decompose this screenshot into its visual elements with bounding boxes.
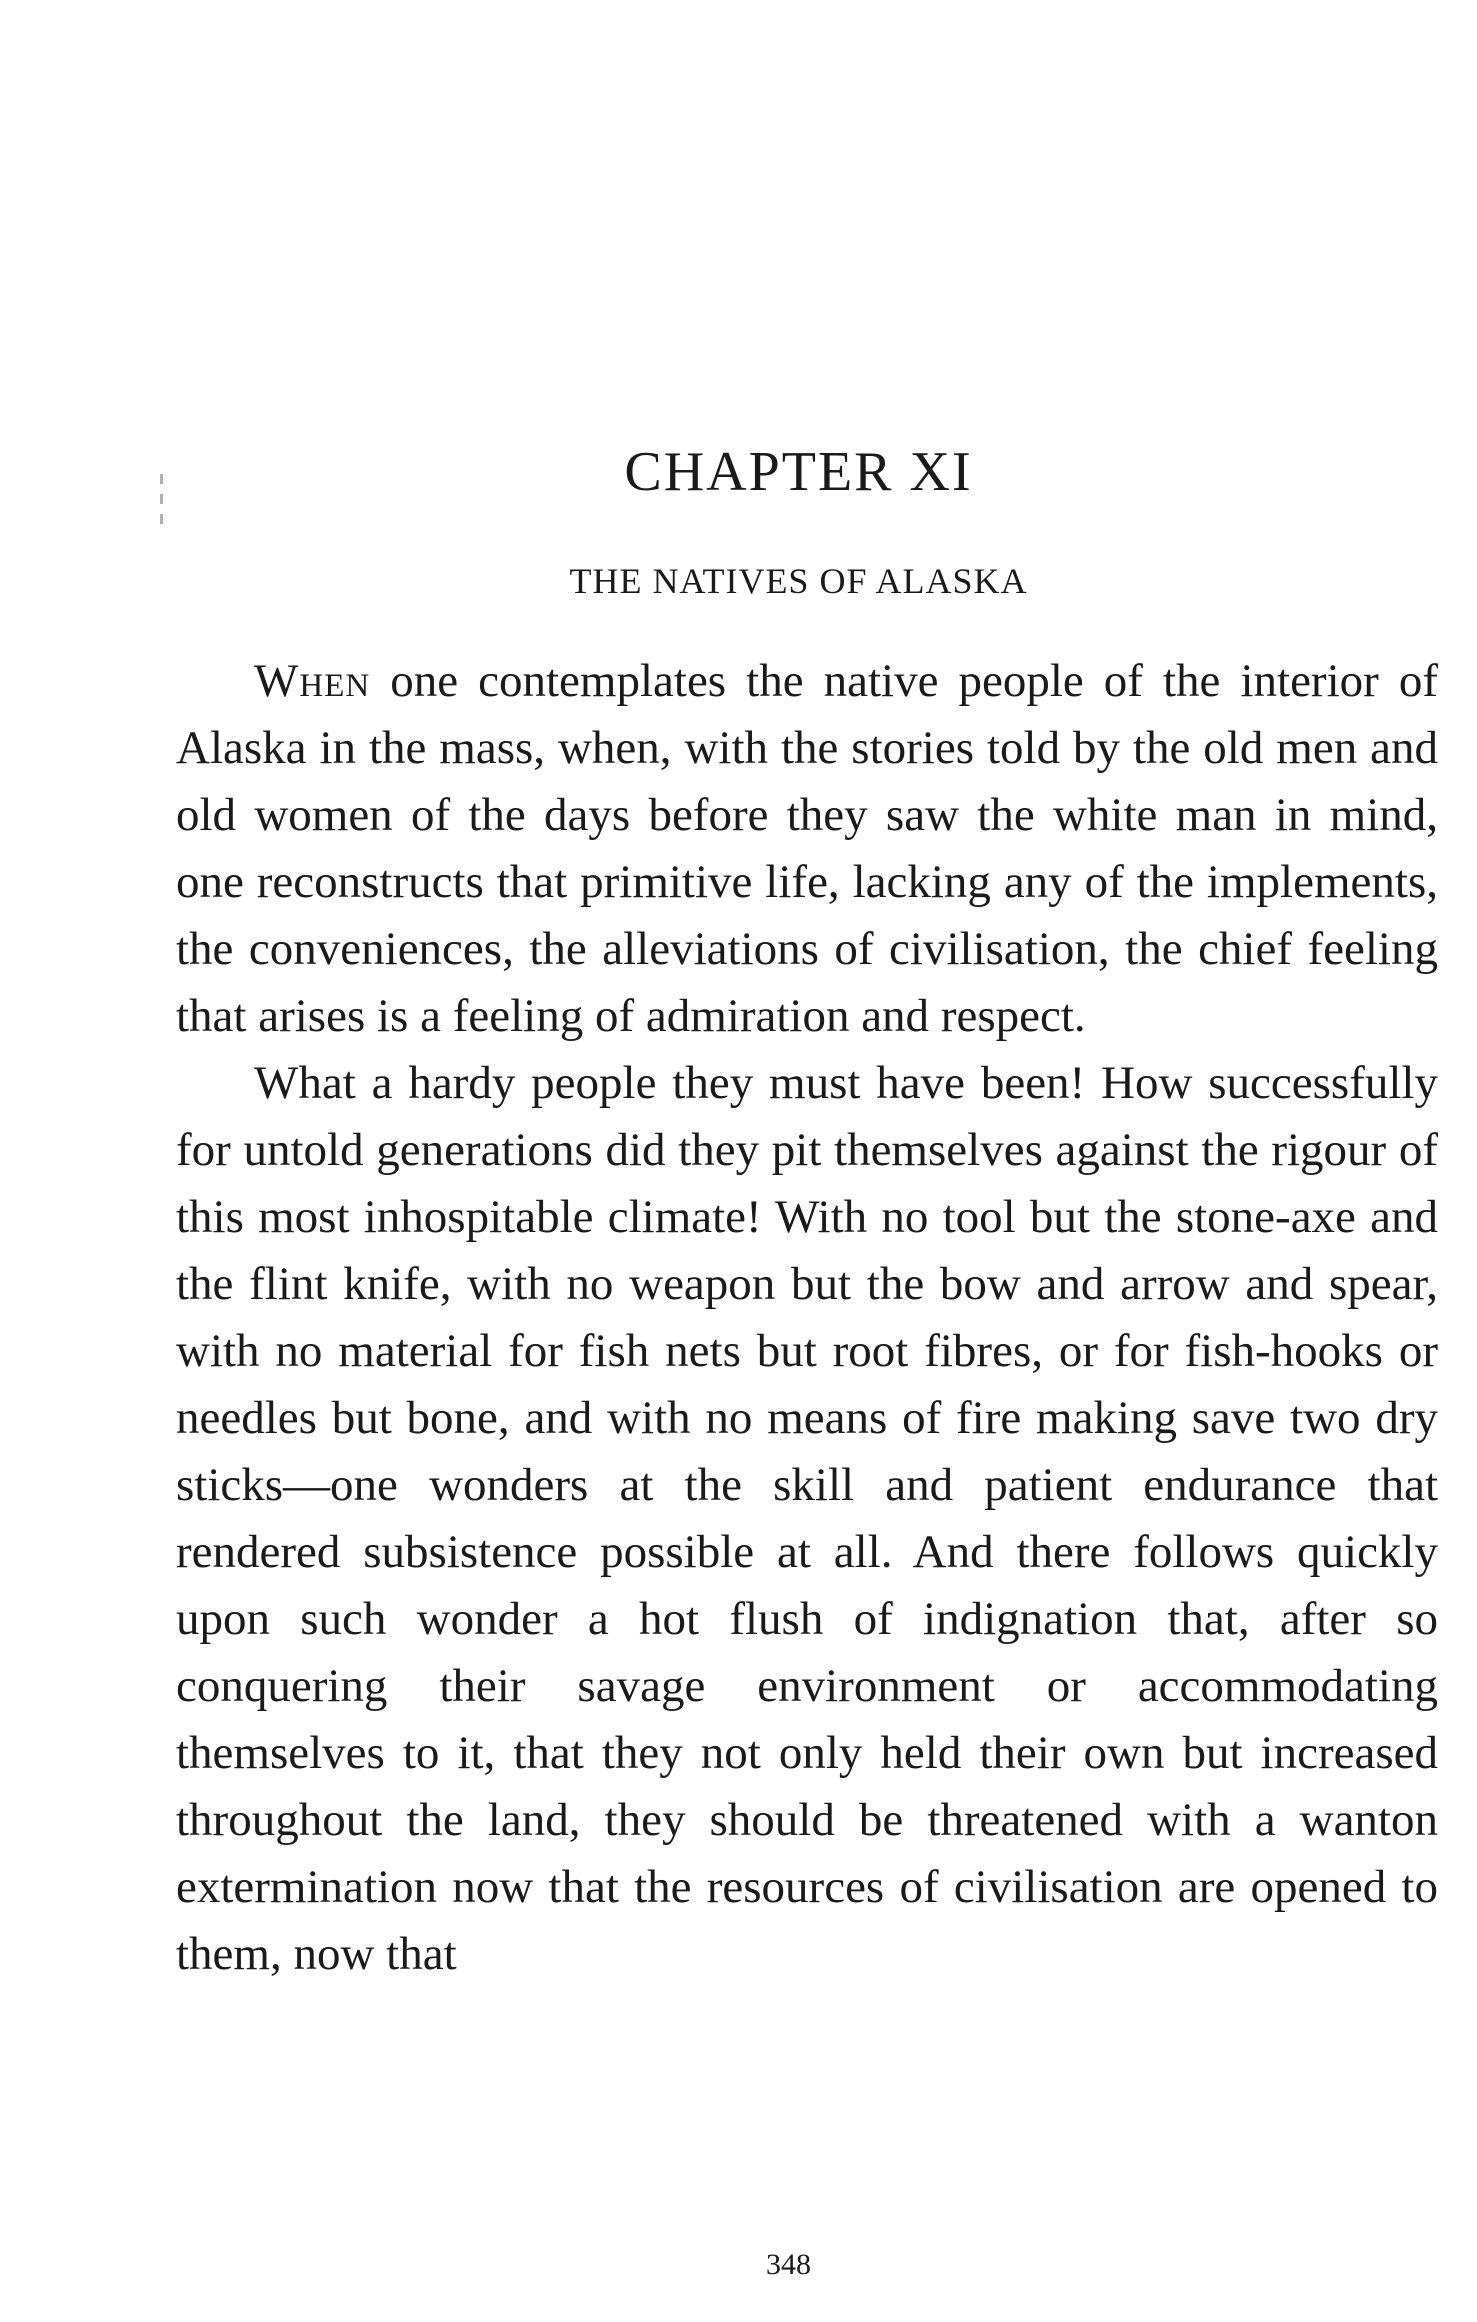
paragraph-1-text: one contemplates the native people of the interior of Alaska in the mass, when, with the stories told by the old men and old women of the days before they saw the white man in mind, one reconstructs that primitive life, lacking any of the implements, the conveniences, the alleviations of civilisation, the chief feeling that arises is a feeling of admiration and respect. xyxy=(176,655,1438,1042)
chapter-title: THE NATIVES OF ALASKA xyxy=(569,561,1028,601)
page-number: 348 xyxy=(766,2248,811,2281)
scan-speck xyxy=(160,514,163,524)
paragraph-2: What a hardy people they must have been! How successfully for untold generations did they pit themselves against the rigour of this most inhospitable climate! With no tool but the stone-axe and the flint knife, with no weapon but the bow and arrow and spear, with no material for fish nets but root fibres, or for fish-hooks or needles but bone, and with no means of fire making save two dry sticks—one wonders at the skill and patient endurance that rendered subsistence possible at all. And there follows quickly upon such wonder a hot flush of indignation that, after so conquering their savage environment or accommodating themselves to it, that they not only held their own but increased throughout the land, they should be threatened with a wanton extermination now that the resources of civilisation are opened to them, now that xyxy=(176,1057,1438,1980)
paragraph-1 xyxy=(176,648,1438,1050)
chapter-number: CHAPTER XI xyxy=(624,441,973,503)
chapter-body xyxy=(176,648,1438,1988)
lead-word: When xyxy=(254,655,371,707)
